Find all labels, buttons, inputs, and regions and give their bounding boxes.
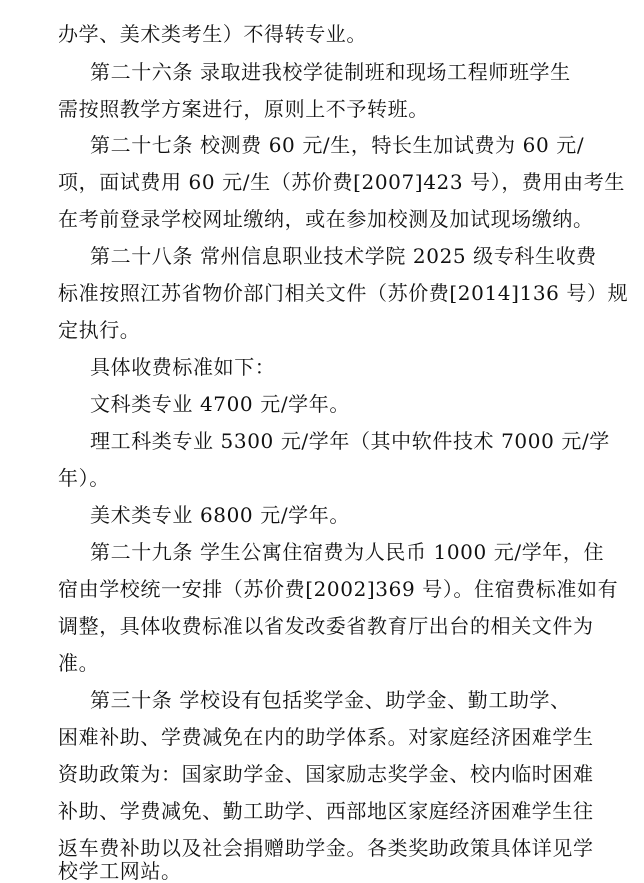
text-line: 资助政策为：国家助学金、国家励志奖学金、校内临时困难: [58, 762, 594, 786]
text-line: 年）。: [58, 466, 110, 490]
article-30-heading-line: 第三十条 学校设有包括奖学金、助学金、勤工助学、: [90, 688, 571, 712]
fee-standard-intro: 具体收费标准如下：: [90, 355, 276, 379]
text-line: 准。: [58, 651, 100, 675]
text-line: 宿由学校统一安排（苏价费[2002]369 号）。住宿费标准如有: [58, 577, 619, 601]
text-line: 返车费补助以及社会捐赠助学金。各类奖助政策具体详见学: [58, 836, 594, 860]
text-line: 标准按照江苏省物价部门相关文件（苏价费[2014]136 号）规: [58, 281, 629, 305]
text-line: 困难补助、学费减免在内的助学体系。对家庭经济困难学生: [58, 725, 594, 749]
fine-arts-fee-line: 美术类专业 6800 元/学年。: [90, 503, 350, 527]
liberal-arts-fee-line: 文科类专业 4700 元/学年。: [90, 392, 350, 416]
text-line: 调整，具体收费标准以省发改委省教育厅出台的相关文件为: [58, 614, 594, 638]
text-line: 定执行。: [58, 318, 141, 342]
article-28-heading-line: 第二十八条 常州信息职业技术学院 2025 级专科生收费: [90, 244, 597, 268]
article-27-heading-line: 第二十七条 校测费 60 元/生，特长生加试费为 60 元/: [90, 133, 585, 157]
text-line: 在考前登录学校网址缴纳，或在参加校测及加试现场缴纳。: [58, 207, 594, 231]
text-line: 需按照教学方案进行，原则上不予转班。: [58, 97, 429, 121]
article-26-heading-line: 第二十六条 录取进我校学徒制班和现场工程师班学生: [90, 60, 571, 84]
text-line: 校学工网站。: [58, 859, 182, 883]
text-line: 补助、学费减免、勤工助学、西部地区家庭经济困难学生往: [58, 799, 594, 823]
article-29-heading-line: 第二十九条 学生公寓住宿费为人民币 1000 元/学年，住: [90, 540, 605, 564]
text-line: 项，面试费用 60 元/生（苏价费[2007]423 号），费用由考生: [58, 170, 625, 194]
text-line: 办学、美术类考生）不得转专业。: [58, 22, 367, 46]
science-engineering-fee-line: 理工科类专业 5300 元/学年（其中软件技术 7000 元/学: [90, 429, 610, 453]
